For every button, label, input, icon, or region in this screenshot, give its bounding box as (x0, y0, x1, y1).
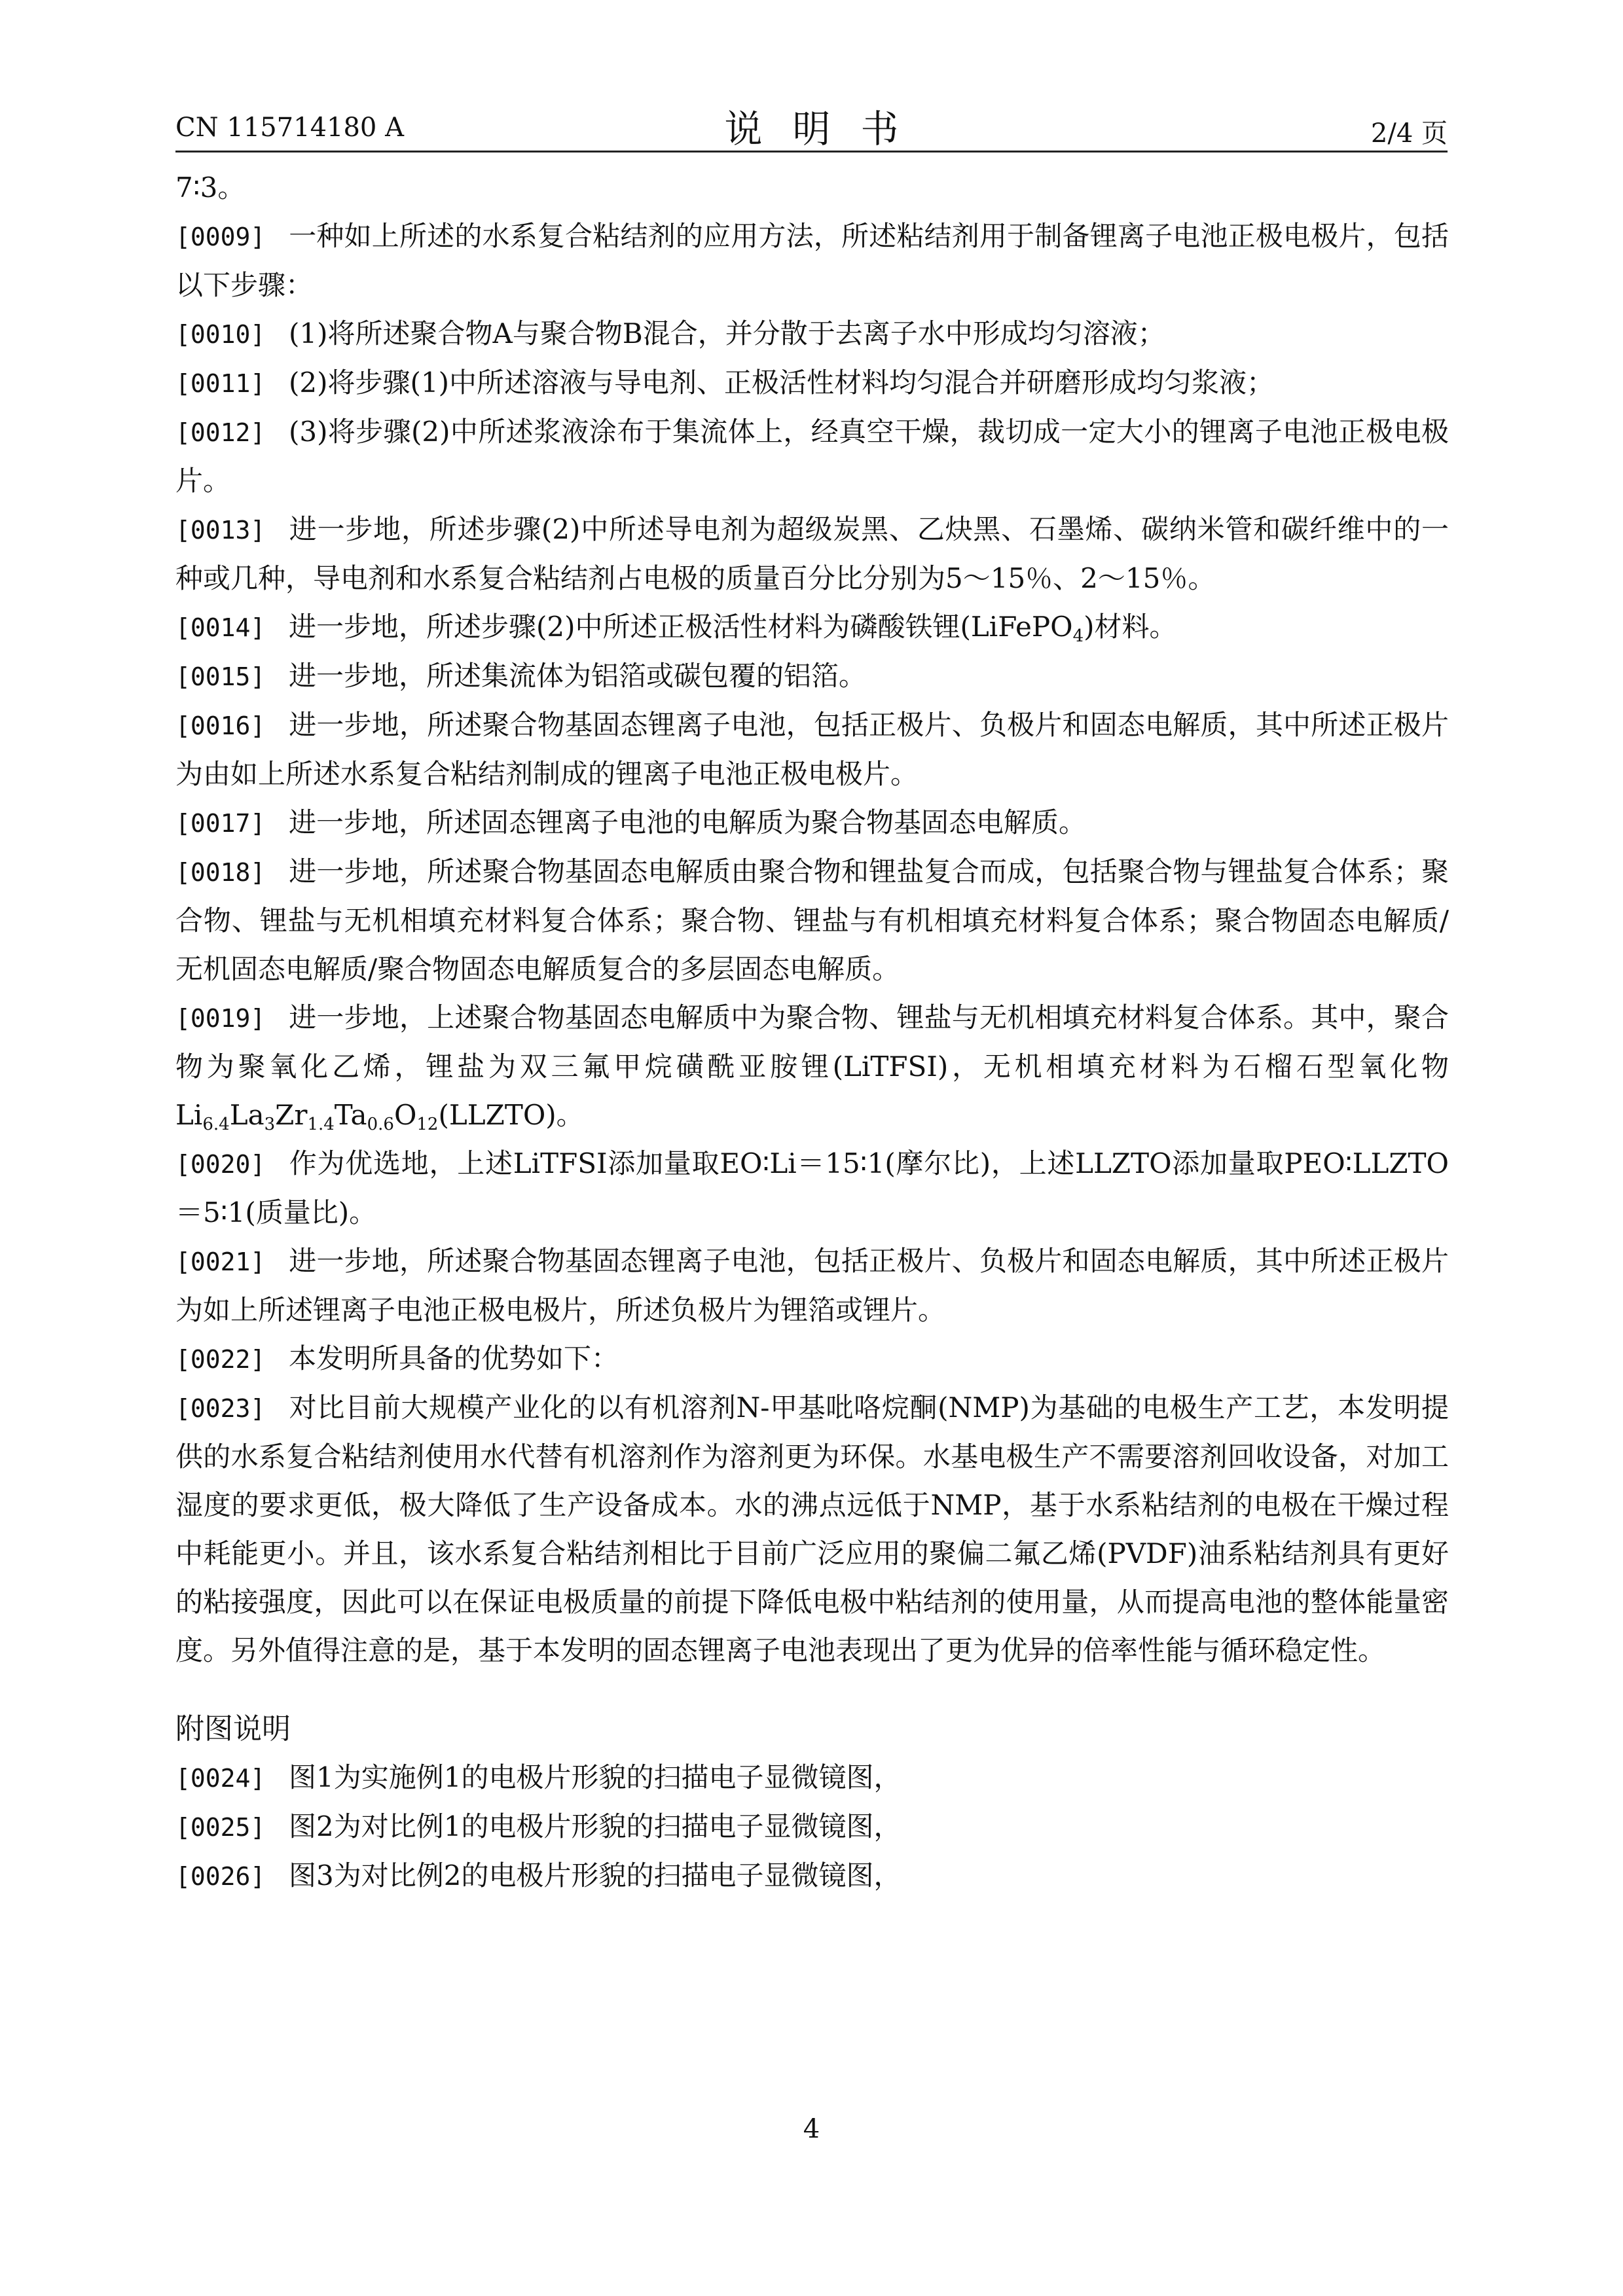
formula-subscript: 6.4 (202, 1115, 230, 1134)
paragraph-number: [0016] (175, 711, 266, 740)
paragraph-number: [0011] (175, 369, 266, 398)
paragraph-number: [0022] (175, 1345, 266, 1374)
paragraph-list (175, 212, 1449, 1675)
paragraph (175, 408, 1449, 505)
document-title: 说明书 (724, 107, 929, 151)
document-body (175, 164, 1449, 1901)
paragraph (175, 310, 1449, 359)
paragraph-text: (1)将所述聚合物A与聚合物B混合，并分散于去离子水中形成均匀溶液； (289, 317, 1165, 350)
paragraph-text: (3)将步骤(2)中所述浆液涂布于集流体上，经真空干燥，裁切成一定大小的锂离子电池正极电极片。 (175, 416, 1449, 497)
paragraph-text: 一种如上所述的水系复合粘结剂的应用方法，所述粘结剂用于制备锂离子电池正极电极片，包括以下步骤： (175, 220, 1449, 301)
paragraph-number: [0015] (175, 662, 266, 691)
publication-number: CN 115714180 A (175, 113, 404, 143)
figure-paragraph-list (175, 1753, 1449, 1901)
paragraph-text: 进一步地，所述聚合物基固态锂离子电池，包括正极片、负极片和固态电解质，其中所述正极片为如上所述锂离子电池正极电极片，所述负极片为锂箔或锂片。 (175, 1245, 1449, 1326)
paragraph-number: [0014] (175, 613, 266, 642)
continued-text: 7∶3。 (175, 171, 246, 204)
section-heading: 附图说明 (175, 1712, 291, 1746)
chemical-formula (175, 1099, 584, 1134)
subscript: 4 (1072, 626, 1084, 646)
header-divider (175, 151, 1448, 152)
paragraph-text: 进一步地，所述固态锂离子电池的电解质为聚合物基固态电解质。 (289, 806, 1087, 838)
paragraph-text: 进一步地，所述步骤(2)中所述正极活性材料为磷酸铁锂(LiFePO (289, 611, 1073, 643)
paragraph-number: [0023] (175, 1394, 266, 1423)
paragraph-number: [0013] (175, 516, 266, 545)
paragraph (175, 1139, 1449, 1237)
paragraph (175, 1237, 1449, 1335)
paragraph (175, 603, 1449, 652)
paragraph (175, 798, 1449, 848)
paragraph-text: 图1为实施例1的电极片形貌的扫描电子显微镜图， (289, 1761, 902, 1793)
paragraph (175, 848, 1449, 994)
page-reference: 2/4 页 (1370, 118, 1448, 149)
paragraph-text: 进一步地，所述步骤(2)中所述导电剂为超级炭黑、乙炔黑、石墨烯、碳纳米管和碳纤维中的一种或几种，导电剂和水系复合粘结剂占电极的质量百分比分别为5～15％、2～15％。 (175, 513, 1449, 594)
paragraph-number: [0024] (175, 1764, 266, 1793)
paragraph (175, 1335, 1449, 1384)
paragraph (175, 1803, 1449, 1852)
page-header (175, 98, 1448, 151)
paragraph (175, 994, 1449, 1139)
formula-subscript: 1.4 (307, 1115, 335, 1134)
paragraph-text: 图2为对比例1的电极片形貌的扫描电子显微镜图， (289, 1810, 902, 1842)
formula-text: Li (175, 1099, 203, 1131)
paragraph-number: [0009] (175, 223, 266, 251)
paragraph-number: [0020] (175, 1150, 266, 1179)
formula-text: (LLZTO)。 (438, 1099, 584, 1131)
paragraph-number: [0019] (175, 1004, 266, 1033)
paragraph-number: [0021] (175, 1247, 266, 1276)
paragraph-text: 作为优选地，上述LiTFSI添加量取EO∶Li＝15∶1(摩尔比)，上述LLZTO添加量取PEO∶LLZTO＝5∶1(质量比)。 (175, 1147, 1449, 1229)
paragraph (175, 701, 1449, 798)
formula-subscript: 3 (264, 1115, 276, 1134)
formula-subscript: 0.6 (367, 1115, 394, 1134)
formula-text: O (393, 1099, 417, 1131)
paragraph (175, 505, 1449, 603)
paragraph-number: [0025] (175, 1813, 266, 1842)
formula-text: Zr (275, 1099, 308, 1131)
paragraph (175, 1852, 1449, 1901)
paragraph-number: [0012] (175, 418, 266, 447)
page-number: 4 (803, 2114, 820, 2144)
paragraph-text: 进一步地，所述集流体为铝箔或碳包覆的铝箔。 (289, 660, 867, 692)
paragraph-text: (2)将步骤(1)中所述溶液与导电剂、正极活性材料均匀混合并研磨形成均匀浆液； (289, 367, 1274, 399)
paragraph-number: [0026] (175, 1862, 266, 1891)
paragraph-text: 对比目前大规模产业化的以有机溶剂N-甲基吡咯烷酮(NMP)为基础的电极生产工艺，本发明提供的水系复合粘结剂使用水代替有机溶剂作为溶剂更为环保。水基电极生产不需要溶剂回收设备，对加工湿度的要求更低，极大降低了生产设备成本。水的沸点远低于NMP，基于水系粘结剂的电极在干燥过程中耗能更小。并且，该水系复合粘结剂相比于目前广泛应用的聚偏二氟乙烯(PVDF)油系粘结剂具有更好的粘接强度，因此可以在保证电极质量的前提下降低电极中粘结剂的使用量，从而提高电池的整体能量密度。另外值得注意的是，基于本发明的固态锂离子电池表现出了更为优异的倍率性能与循环稳定性。 (175, 1391, 1449, 1666)
paragraph-text: 图3为对比例2的电极片形貌的扫描电子显微镜图， (289, 1859, 902, 1892)
formula-text: La (229, 1099, 264, 1131)
paragraph-text: 本发明所具备的优势如下： (289, 1342, 619, 1374)
paragraph (175, 212, 1449, 310)
paragraph-number: [0010] (175, 320, 266, 349)
paragraph (175, 1753, 1449, 1803)
paragraph-text: )材料。 (1084, 611, 1177, 643)
paragraph-number: [0017] (175, 809, 266, 838)
paragraph (175, 359, 1449, 408)
paragraph-text: 进一步地，所述聚合物基固态电解质由聚合物和锂盐复合而成，包括聚合物与锂盐复合体系；聚合物、锂盐与无机相填充材料复合体系；聚合物、锂盐与有机相填充材料复合体系；聚合物固态电解质/无机固态电解质/聚合物固态电解质复合的多层固态电解质。 (175, 855, 1449, 985)
paragraph-text: 进一步地，上述聚合物基固态电解质中为聚合物、锂盐与无机相填充材料复合体系。其中，聚合物为聚氧化乙烯，锂盐为双三氟甲烷磺酰亚胺锂(LiTFSI)，无机相填充材料为石榴石型氧化物 (175, 1001, 1449, 1083)
paragraph-text: 进一步地，所述聚合物基固态锂离子电池，包括正极片、负极片和固态电解质，其中所述正极片为由如上所述水系复合粘结剂制成的锂离子电池正极电极片。 (175, 709, 1449, 790)
paragraph-number: [0018] (175, 858, 266, 887)
paragraph (175, 1384, 1449, 1675)
formula-text: Ta (334, 1099, 367, 1131)
paragraph (175, 652, 1449, 701)
formula-subscript: 12 (416, 1115, 439, 1134)
